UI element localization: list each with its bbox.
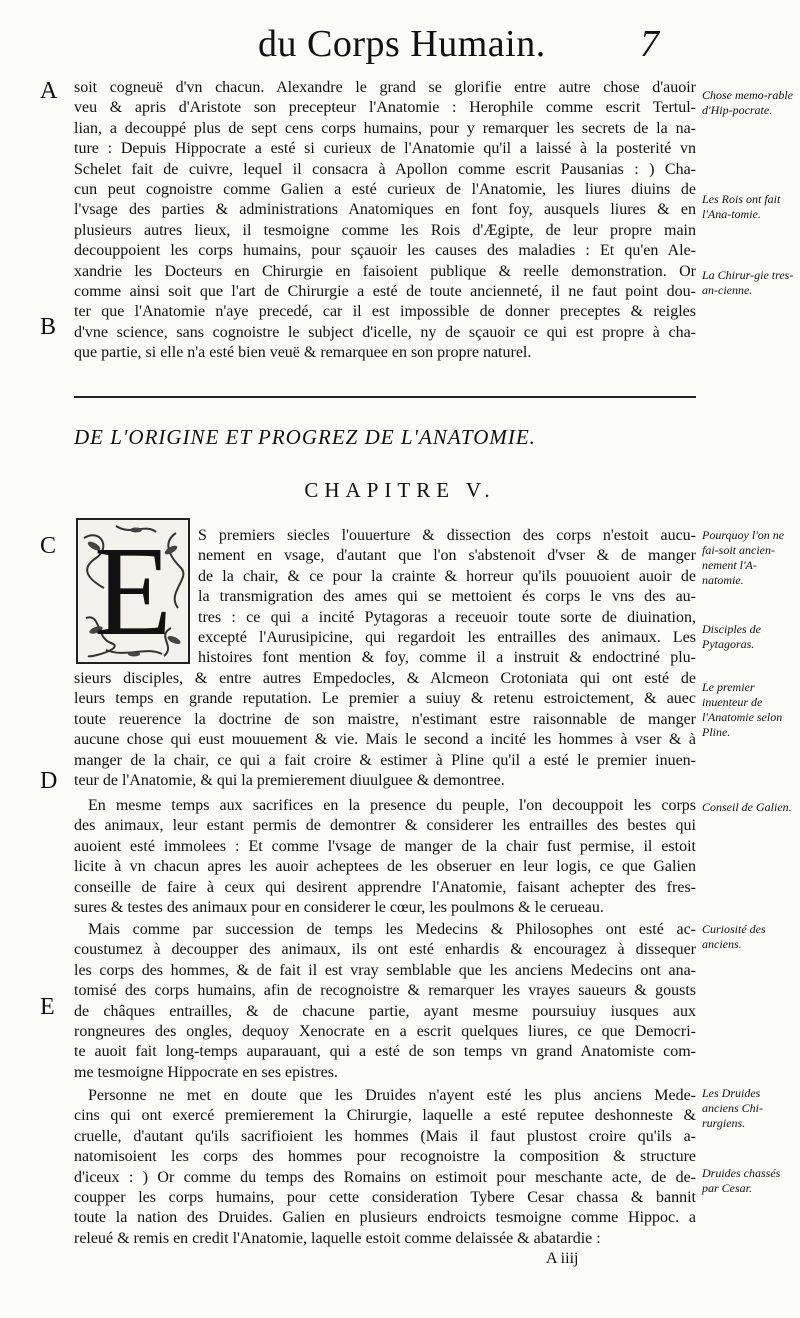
text-line: ture : Depuis Hippocrate a esté si curieux de l'Anatomie qu'il a laissé à la posterité vn: [74, 140, 696, 158]
text-line: tomisé des corps humains, afin de recognoistre & remarquer les vrayes saueurs & gousts: [74, 982, 696, 1000]
text-line: conseille de faire à ceux qui desirent apprendre l'Anatomie, faisant achepter des fres-: [74, 878, 696, 896]
text-line: de châques entrailles, & de chacune partie, ayant mesme poursuiuy iusques aux: [74, 1002, 696, 1020]
ornamental-drop-cap: [76, 518, 190, 664]
page-number: 7: [640, 23, 659, 65]
text-line: de la chair, & ce pour la crainte & horreur qu'ils pouuoient auoir de: [198, 567, 696, 585]
text-line: S premiers siecles l'ouuerture & dissection des corps n'estoit aucu-: [198, 527, 696, 544]
text-line: lian, a decouppé plus de sept cens corps humains, pour y remarquer les secrets de la na-: [74, 119, 696, 137]
paragraph-top: [74, 78, 696, 363]
text-line: des animaux, leur estant permis de demontrer & considerer les entrailles des bestes qui: [74, 817, 696, 835]
text-line: excepté l'Aurusipicine, qui regardoit les entrailles des animaux. Les: [198, 628, 696, 646]
margin-note: Pourquoy l'on ne fai-soit ancien-nement l'A-natomie.: [702, 528, 785, 587]
margin-note: Chose memo-rable d'Hip-pocrate.: [702, 88, 793, 117]
text-line: les corps des hommes, & de fait il est vray semblable que les anciens Medecins ont ana-: [74, 961, 696, 979]
text-line: d'iceux : ) Or comme du temps des Romains on estimoit pour meschante acte, de de-: [74, 1168, 696, 1186]
text-line: toute reuerence la doctrine de son maistre, n'estimant estre raisonnable de manger: [74, 710, 696, 728]
section-title: DE L'ORIGINE ET PROGREZ DE L'ANATOMIE.: [74, 425, 536, 449]
margin-note: Les Druides anciens Chi-rurgiens.: [702, 1086, 763, 1130]
text-line: rongneures des ongles, dequoy Xenocrate en a escrit quelques liures, ce que Democri-: [74, 1022, 696, 1040]
paragraph-chapter: [74, 669, 696, 791]
margin-note: Conseil de Galien.: [702, 800, 792, 814]
text-line: teur de l'Anatomie, & qui la premierement diuulguee & demontree.: [74, 771, 505, 789]
text-line: leurs temps en grande reputation. Le premier a suiuy & retenu estroictement, & auec: [74, 690, 696, 708]
text-line: auoient esté immolees : Et comme l'vsage de manger de la chair fust permise, il estoit: [74, 837, 696, 855]
text-line: veu & apris d'Aristote son precepteur l'Anatomie : Herophile comme escrit Tertul-: [74, 99, 696, 117]
text-line: que partie, si elle n'a esté bien veuë & remarquee en son propre naturel.: [74, 344, 532, 362]
margin-note: Curiosité des anciens.: [702, 922, 766, 951]
text-line: cins qui ont exercé premierement la Chirurgie, laquelle a esté reputee deshonneste &: [74, 1107, 696, 1125]
text-line: soit cogneuë d'vn chacun. Alexandre le grand se glorifie entre autre chose d'auoir: [74, 79, 696, 96]
margin-note: Disciples de Pytagoras.: [702, 622, 761, 651]
paragraph-4: [74, 1086, 696, 1249]
paragraph-3: [74, 920, 696, 1083]
text-line: Personne ne met en doute que les Druides n'ayent esté les plus anciens Mede-: [88, 1087, 696, 1104]
text-line: d'vne science, sans cognoistre le subject d'icelle, ny de sçauoir ce qui est propre à cha-: [74, 323, 696, 341]
text-line: l'vsage des parties & administrations Anatomiques en font foy, ausquels liures & en: [74, 201, 696, 219]
text-line: releué & remis en credit l'Anatomie, laquelle estoit comme delaissée & abatardie :: [74, 1229, 601, 1247]
running-head: [0, 18, 800, 68]
paragraph-2: [74, 796, 696, 918]
text-line: sures & testes des animaux pour en considerer le cœur, les poulmons & le cerueau.: [74, 898, 604, 916]
margin-letter-d: D: [40, 768, 58, 794]
text-line: nement en vsage, d'autant que l'on s'abstenoit d'vser & de manger: [198, 547, 696, 565]
margin-letter-e: E: [40, 994, 55, 1020]
text-line: xandrie les Docteurs en Chirurgie en faisoient publique & reelle demonstration. Or: [74, 262, 696, 280]
text-line: cun peut cognoistre comme Galien a esté curieux de l'Anatomie, les liures diuins de: [74, 180, 696, 198]
margin-note: La Chirur-gie tres-an-cienne.: [702, 268, 794, 297]
margin-note: Les Rois ont fait l'Ana-tomie.: [702, 192, 781, 221]
text-line: decouppoient les corps humains, pour sçauoir les causes des maladies : Et qu'en Ale-: [74, 242, 696, 260]
chapter-title: CHAPITRE V.: [304, 478, 496, 502]
margin-letter-a: A: [40, 78, 58, 104]
text-line: En mesme temps aux sacrifices en la presence du peuple, l'on decouppoit les corps: [88, 797, 696, 814]
text-line: licite à vn chacun apres les auoir acheptees de les obseruer en leur logis, ce que Galien: [74, 858, 696, 876]
text-line: sieurs disciples, & entre autres Empedocles, & Alcmeon Crotoniata qui ont esté de: [74, 670, 696, 687]
text-line: tres : ce qui a incité Pytagoras a receuoir toute sorte de diuination,: [198, 608, 696, 626]
text-line: me tesmoigne Hippocrate en ses epistres.: [74, 1063, 338, 1081]
text-line: manger de la chair, ce qui a fait croire & estimer à Pline qu'il a esté le premier inuen-: [74, 751, 696, 769]
text-line: Mais comme par succession de temps les Medecins & Philosophes ont esté ac-: [88, 921, 696, 938]
text-line: natomisoient les corps des hommes pour recognoistre la composition & structure: [74, 1148, 696, 1166]
section-divider: [74, 396, 696, 398]
text-line: coustumez à decoupper des animaux, ils ont esté enhardis & encouragez à dissequer: [74, 941, 696, 959]
text-line: cruelle, d'autant qu'ils sacrifioient les hommes (Mais il faut plustost croire qu'ils a-: [74, 1127, 696, 1145]
text-line: Schelet fait de cuivre, lequel il consacra à Apollon comme escrit Pausanias : ) Cha-: [74, 160, 696, 178]
drop-cap-letter: E: [93, 520, 173, 662]
running-head-title: du Corps Humain.: [258, 23, 546, 65]
margin-letter-b: B: [40, 314, 57, 340]
margin-letter-c: C: [40, 533, 57, 559]
text-line: histoires font mention & foy, comme il a instruit & endoctriné plu-: [198, 649, 696, 667]
dropcap-paragraph: [198, 526, 696, 669]
text-line: coupper les corps humains, pour cette consideration Tybere Cesar chassa & bannit: [74, 1188, 696, 1206]
margin-note: Le premier inuenteur de l'Anatomie selon Pline.: [702, 680, 783, 739]
text-line: te auoit fait long-temps auparauant, qui a esté de son temps vn grand Anatomiste com-: [74, 1043, 696, 1061]
text-line: ter que l'Anatomie n'aye precedé, car il est impossible de donner preceptes & reigles: [74, 303, 696, 321]
text-line: comme ainsi soit que l'art de Chirurgie a esté de toute ancienneté, il ne faut point dou-: [74, 282, 696, 300]
text-line: aucune chose qui eust mouuement & vie. Mais le second a incité les hommes à vser & à: [74, 731, 696, 749]
text-line: la transmigration des ames qui se mettoient és corps le vns des au-: [198, 588, 696, 606]
margin-note: Druides chassés par Cesar.: [702, 1166, 781, 1195]
catchword: A iiij: [546, 1250, 579, 1267]
text-line: toute la nation des Druides. Galien en plusieurs endroicts tesmoigne comme Hippoc. a: [74, 1209, 696, 1227]
text-line: plusieurs autres lieux, il tesmoigne comme les Rois d'Ægipte, de leur propre main: [74, 221, 696, 239]
